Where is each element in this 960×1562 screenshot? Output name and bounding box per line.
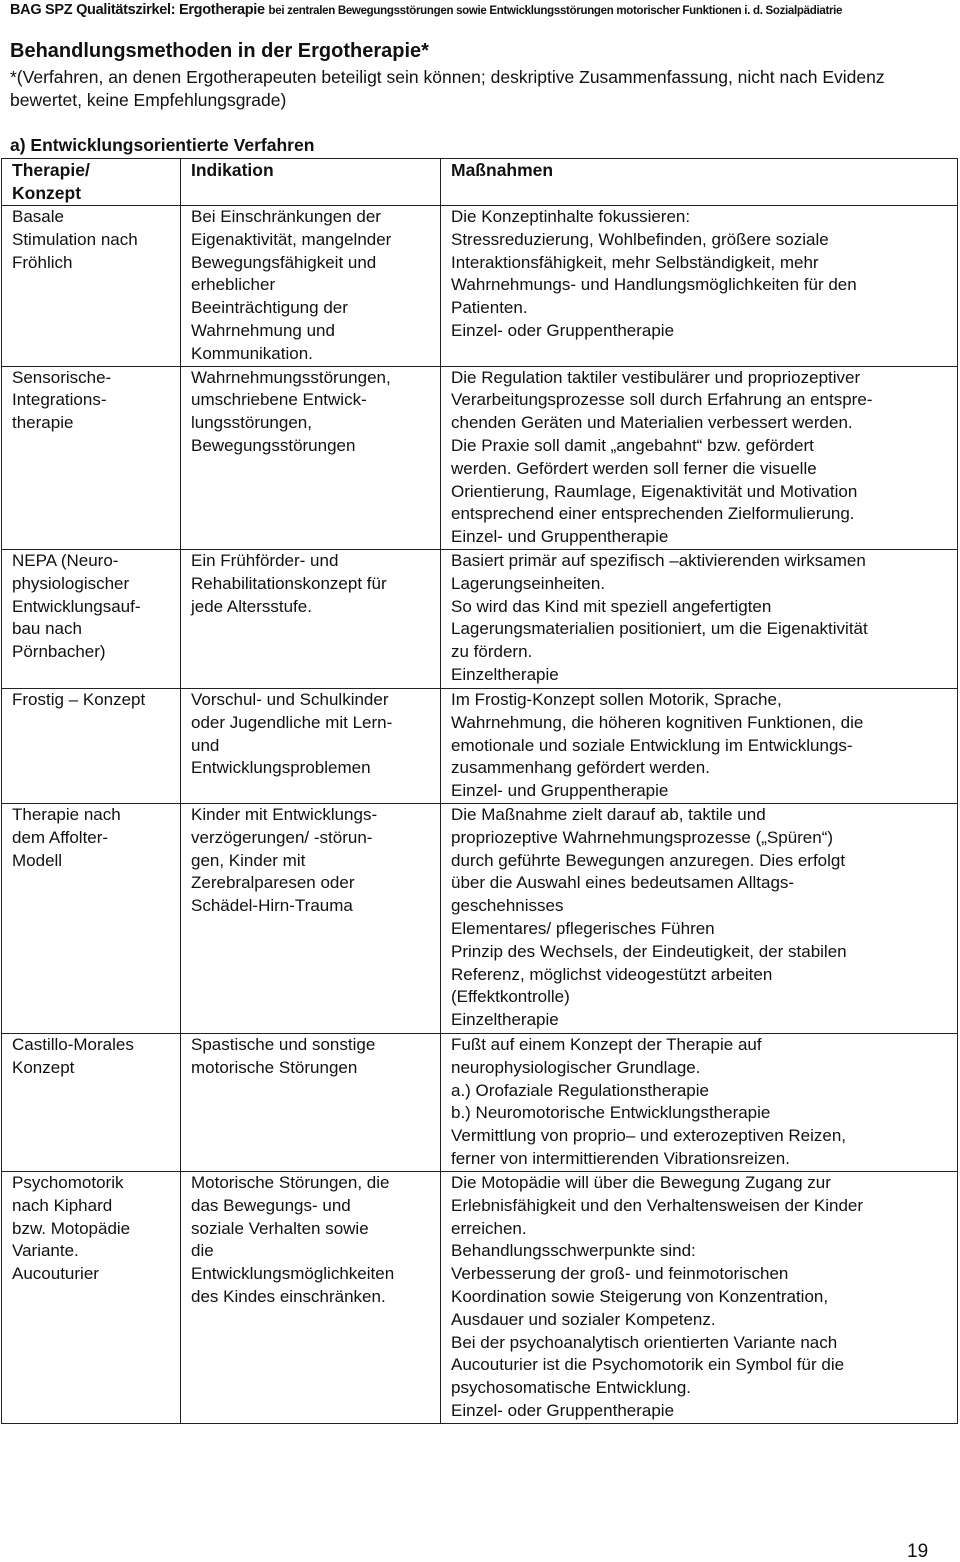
cell-line: zu fördern. xyxy=(451,642,533,662)
page-title: Behandlungsmethoden in der Ergotherapie* xyxy=(10,40,429,62)
column-header-indication xyxy=(181,159,441,206)
cell-line: Die Motopädie will über die Bewegung Zugang zur xyxy=(451,1172,831,1192)
cell-line: psychosomatische Entwicklung. xyxy=(451,1378,692,1398)
cell-line: Elementares/ pflegerisches Führen xyxy=(451,918,715,938)
subtitle-note: *(Verfahren, an denen Ergotherapeuten beteiligt sein können; deskriptive Zusammenfassung, nicht nach Evidenz bewertet, keine Empfehlungsgrade) xyxy=(10,67,885,110)
cell-line: geschehnisses xyxy=(451,896,564,916)
cell-line: oder Jugendliche mit Lern- xyxy=(191,712,393,732)
cell-line: Ein Frühförder- und xyxy=(191,550,339,570)
cell-line: neurophysiologischer Grundlage. xyxy=(451,1057,701,1077)
cell-indication xyxy=(181,206,441,367)
cell-line: Entwicklungsmöglichkeiten xyxy=(191,1264,395,1284)
cell-line: Indikation xyxy=(191,160,274,180)
cell-line: bau nach xyxy=(12,619,82,639)
table-row xyxy=(2,549,958,688)
cell-line: Basiert primär auf spezifisch –aktivierenden wirksamen xyxy=(451,550,866,570)
cell-line: Stimulation nach xyxy=(12,229,138,249)
cell-measures xyxy=(441,688,958,803)
cell-line: Entwicklungsproblemen xyxy=(191,758,371,778)
cell-line: Behandlungsschwerpunkte sind: xyxy=(451,1241,696,1261)
cell-line: Aucouturier xyxy=(12,1264,99,1284)
cell-line: Rehabilitationskonzept für xyxy=(191,573,387,593)
cell-line: Die Konzeptinhalte fokussieren: xyxy=(451,207,691,226)
cell-line: die xyxy=(191,1241,214,1261)
cell-line: Einzel- und Gruppentherapie xyxy=(451,527,669,547)
cell-line: Wahrnehmung, die höheren kognitiven Funktionen, die xyxy=(451,712,864,732)
section-heading: a) Entwicklungsorientierte Verfahren xyxy=(10,135,315,155)
cell-indication xyxy=(181,1033,441,1171)
cell-line: Motorische Störungen, die xyxy=(191,1172,390,1192)
page-number: 19 xyxy=(907,1541,929,1562)
cell-line: und xyxy=(191,735,220,755)
cell-line: physiologischer xyxy=(12,573,130,593)
cell-line: Koordination sowie Steigerung von Konzentration, xyxy=(451,1286,829,1306)
cell-therapy xyxy=(2,1171,181,1423)
cell-line: Maßnahmen xyxy=(451,160,554,180)
cell-line: Wahrnehmungs- und Handlungsmöglichkeiten für den xyxy=(451,275,857,295)
table-row xyxy=(2,1033,958,1171)
cell-line: Lagerungsmaterialien positioniert, um die Eigenaktivität xyxy=(451,619,868,639)
cell-line: des Kindes einschränken. xyxy=(191,1286,386,1306)
cell-line: Bewegungsfähigkeit und xyxy=(191,252,377,272)
cell-line: Kommunikation. xyxy=(191,343,313,363)
cell-line: Konzept xyxy=(12,183,82,203)
cell-measures xyxy=(441,1171,958,1423)
cell-therapy xyxy=(2,549,181,688)
cell-line: Interaktionsfähigkeit, mehr Selbständigkeit, mehr xyxy=(451,252,819,272)
cell-line: Aucouturier ist die Psychomotorik ein Symbol für die xyxy=(451,1355,845,1375)
cell-line: Einzeltherapie xyxy=(451,1010,559,1030)
cell-line: Fußt auf einem Konzept der Therapie auf xyxy=(451,1034,762,1054)
cell-line: gen, Kinder mit xyxy=(191,850,306,870)
running-header xyxy=(10,2,842,18)
cell-line: über die Auswahl eines bedeutsamen Alltags- xyxy=(451,873,795,893)
cell-line: Fröhlich xyxy=(12,252,73,272)
cell-line: b.) Neuromotorische Entwicklungstherapie xyxy=(451,1103,771,1123)
cell-measures xyxy=(441,1033,958,1171)
cell-line: zusammenhang gefördert werden. xyxy=(451,758,710,778)
table-row xyxy=(2,366,958,549)
cell-line: Die Regulation taktiler vestibulärer und propriozeptiver xyxy=(451,367,861,387)
column-header-therapy xyxy=(2,159,181,206)
cell-line: Zerebralparesen oder xyxy=(191,873,355,893)
cell-line: Einzel- und Gruppentherapie xyxy=(451,781,669,801)
cell-line: entsprechend einer entsprechenden Zielformulierung. xyxy=(451,504,855,524)
cell-line: umschriebene Entwick- xyxy=(191,390,367,410)
cell-line: Prinzip des Wechsels, der Eindeutigkeit, der stabilen xyxy=(451,941,847,961)
cell-line: Patienten. xyxy=(451,298,528,318)
cell-line: werden. Gefördert werden soll ferner die visuelle xyxy=(451,458,817,478)
cell-line: Basale xyxy=(12,207,64,226)
cell-line: motorische Störungen xyxy=(191,1057,358,1077)
cell-line: propriozeptive Wahrnehmungsprozesse („Spüren“) xyxy=(451,827,834,847)
table-row xyxy=(2,803,958,1033)
cell-line: Vorschul- und Schulkinder xyxy=(191,689,389,709)
cell-line: durch geführte Bewegungen anzuregen. Dies erfolgt xyxy=(451,850,846,870)
cell-line: jede Altersstufe. xyxy=(191,596,312,616)
table-row xyxy=(2,688,958,803)
cell-line: lungsstörungen, xyxy=(191,413,312,433)
cell-therapy xyxy=(2,366,181,549)
cell-line: Psychomotorik xyxy=(12,1172,124,1192)
cell-line: emotionale und soziale Entwicklung im Entwicklungs- xyxy=(451,735,853,755)
cell-line: Kinder mit Entwicklungs- xyxy=(191,804,378,824)
cell-line: Ausdauer und sozialer Kompetenz. xyxy=(451,1309,716,1329)
cell-line: Einzeltherapie xyxy=(451,664,559,684)
cell-line: Modell xyxy=(12,850,63,870)
cell-therapy xyxy=(2,803,181,1033)
cell-line: Eigenaktivität, mangelnder xyxy=(191,229,392,249)
cell-line: das Bewegungs- und xyxy=(191,1195,351,1215)
cell-line: dem Affolter- xyxy=(12,827,109,847)
cell-therapy xyxy=(2,206,181,367)
cell-line: NEPA (Neuro- xyxy=(12,550,119,570)
cell-line: bzw. Motopädie xyxy=(12,1218,131,1238)
cell-line: Vermittlung von proprio– und exterozeptiven Reizen, xyxy=(451,1126,847,1146)
cell-line: Therapie/ xyxy=(12,160,90,180)
cell-indication xyxy=(181,688,441,803)
cell-line: erheblicher xyxy=(191,275,276,295)
column-header-measures xyxy=(441,159,958,206)
cell-line: chenden Geräten und Materialien verbessert werden. xyxy=(451,413,853,433)
cell-line: Sensorische- xyxy=(12,367,112,387)
cell-line: Verbesserung der groß- und feinmotorischen xyxy=(451,1264,789,1284)
cell-line: Einzel- oder Gruppentherapie xyxy=(451,1400,675,1420)
cell-line: Therapie nach xyxy=(12,804,121,824)
cell-line: Bewegungsstörungen xyxy=(191,435,356,455)
cell-line: Orientierung, Raumlage, Eigenaktivität und Motivation xyxy=(451,481,858,501)
cell-line: Stressreduzierung, Wohlbefinden, größere soziale xyxy=(451,229,829,249)
cell-measures xyxy=(441,206,958,367)
table-row xyxy=(2,1171,958,1423)
cell-measures xyxy=(441,549,958,688)
cell-line: a.) Orofaziale Regulationstherapie xyxy=(451,1080,709,1100)
cell-line: Wahrnehmung und xyxy=(191,320,335,340)
cell-line: So wird das Kind mit speziell angefertigten xyxy=(451,596,772,616)
cell-line: Entwicklungsauf- xyxy=(12,596,141,616)
cell-indication xyxy=(181,803,441,1033)
cell-line: nach Kiphard xyxy=(12,1195,113,1215)
cell-line: Einzel- oder Gruppentherapie xyxy=(451,320,675,340)
cell-line: Beeinträchtigung der xyxy=(191,298,348,318)
cell-line: Verarbeitungsprozesse soll durch Erfahrung an entspre- xyxy=(451,390,873,410)
cell-indication xyxy=(181,366,441,549)
cell-line: Schädel-Hirn-Trauma xyxy=(191,896,353,916)
cell-therapy xyxy=(2,688,181,803)
cell-line: Frostig – Konzept xyxy=(12,689,146,709)
cell-indication xyxy=(181,549,441,688)
methods-table xyxy=(1,158,958,1424)
header-rest: bei zentralen Bewegungsstörungen sowie Entwicklungsstörungen motorischer Funktionen i. d. Sozialpädiatrie xyxy=(268,5,843,17)
table-row xyxy=(2,206,958,367)
cell-line: (Effektkontrolle) xyxy=(451,987,570,1007)
cell-line: Variante. xyxy=(12,1241,79,1261)
cell-line: verzögerungen/ -störun- xyxy=(191,827,373,847)
cell-line: Spastische und sonstige xyxy=(191,1034,376,1054)
cell-line: Pörnbacher) xyxy=(12,642,106,662)
cell-line: Castillo-Morales xyxy=(12,1034,134,1054)
cell-line: Wahrnehmungsstörungen, xyxy=(191,367,391,387)
cell-line: Lagerungseinheiten. xyxy=(451,573,606,593)
cell-line: Die Praxie soll damit „angebahnt“ bzw. gefördert xyxy=(451,435,814,455)
cell-line: Bei Einschränkungen der xyxy=(191,207,381,226)
header-bold: BAG SPZ Qualitätszirkel: Ergotherapie xyxy=(10,2,265,18)
cell-line: Integrations- xyxy=(12,390,107,410)
cell-line: Konzept xyxy=(12,1057,75,1077)
cell-line: erreichen. xyxy=(451,1218,527,1238)
cell-measures xyxy=(441,803,958,1033)
cell-line: Bei der psychoanalytisch orientierten Variante nach xyxy=(451,1332,838,1352)
cell-measures xyxy=(441,366,958,549)
cell-line: Referenz, möglichst videogestützt arbeiten xyxy=(451,964,773,984)
cell-line: Die Maßnahme zielt darauf ab, taktile und xyxy=(451,804,766,824)
cell-line: therapie xyxy=(12,413,74,433)
cell-line: soziale Verhalten sowie xyxy=(191,1218,369,1238)
cell-indication xyxy=(181,1171,441,1423)
cell-line: Erlebnisfähigkeit und den Verhaltensweisen der Kinder xyxy=(451,1195,864,1215)
table-header-row xyxy=(2,159,958,206)
cell-line: Im Frostig-Konzept sollen Motorik, Sprache, xyxy=(451,689,782,709)
cell-line: ferner von intermittierenden Vibrationsreizen. xyxy=(451,1148,790,1168)
cell-therapy xyxy=(2,1033,181,1171)
